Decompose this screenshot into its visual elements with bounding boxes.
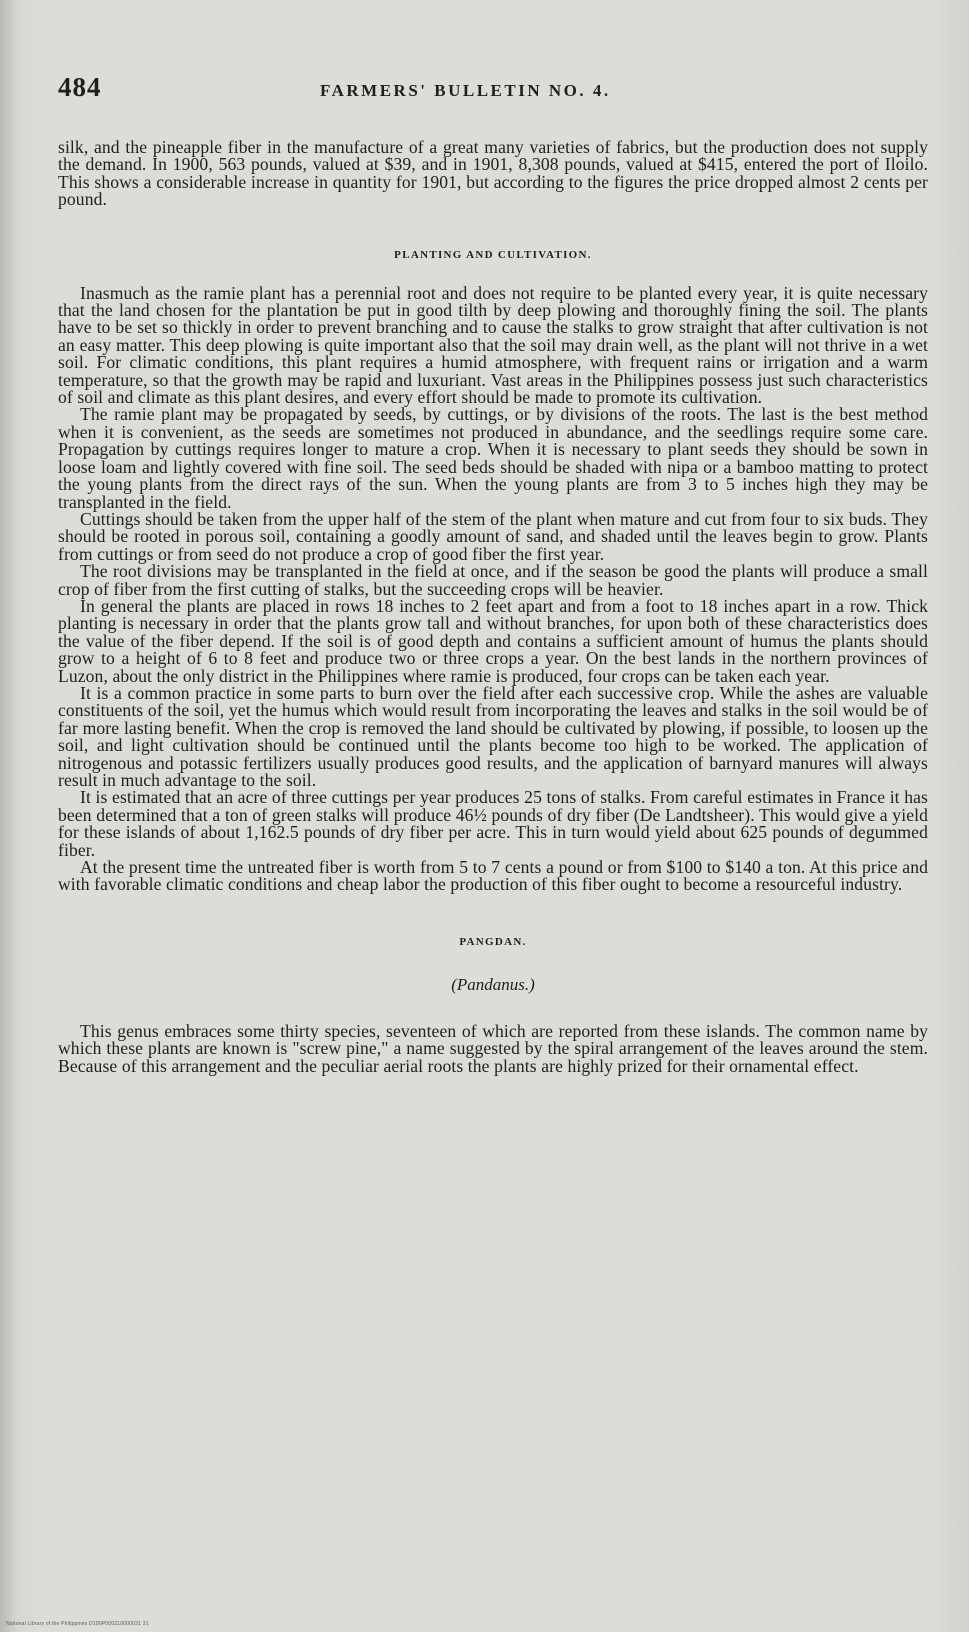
body-paragraph: This genus embraces some thirty species, seventeen of which are reported from these islands. The common name by which these plants are known is "screw pine," a name suggested by the spiral arrangement of the leaves around the stem. Because of this arrangement and the peculiar aerial roots the plants are highly prized for their ornamental effect. [58, 1020, 928, 1076]
body-paragraph: In general the plants are placed in rows 18 inches to 2 feet apart and from a foot to 18 inches apart in a row. Thick planting is necessary in order that the plants grow tall and without branches, for upon both of these characteristics does the value of the fiber depend. If the soil is of good depth and contains a sufficient amount of humus the plants should grow to a height of 6 to 8 feet and produce two or three crops a year. On the best lands in the northern provinces of Luzon, about the only district in the Philippines where ramie is produced, four crops can be taken each year. [58, 595, 928, 686]
spacer [58, 948, 928, 976]
section-heading-planting: PLANTING AND CULTIVATION. [394, 248, 592, 261]
body-paragraph: It is estimated that an acre of three cuttings per year produces 25 tons of stalks. From careful estimates in France it has been determined that a ton of green stalks will produce 46½ pounds of dry fiber (De Landtsheer). This would give a yield for these islands of about 1,162.5 pounds of dry fiber per acre. This in turn would yield about 625 pounds of degummed fiber. [58, 787, 928, 860]
body-paragraph: silk, and the pineapple fiber in the manufacture of a great many varieties of fabrics, but the production does not supply the demand. In 1900, 563 pounds, valued at $39, and in 1901, 8,308 pounds, valued at $415, entered the port of Iloilo. This shows a considerable increase in quantity for 1901, but according to the figures the price dropped almost 2 cents per pound. [58, 137, 928, 210]
spacer [58, 894, 928, 936]
body-paragraph: It is a common practice in some parts to burn over the field after each successive crop. While the ashes are valuable constituents of the soil, yet the humus which would result from incorporating the leaves and stalks in the soil would be of far more lasting benefit. When the crop is removed the land should be cultivated by plowing, if possible, to loosen up the soil, and light cultivation should be continued until the plants become too high to be worked. The application of nitrogenous and potassic fertilizers usually produces good results, and the application of barnyard manures will always result in much advantage to the soil. [58, 682, 928, 790]
body-paragraph: The ramie plant may be propagated by seeds, by cuttings, or by divisions of the roots. The last is the best method when it is convenient, as the seeds are sometimes not produced in abundance, and the seedlings require some care. Propagation by cuttings requires longer to mature a crop. When it is necessary to plant seeds they should be sown in loose loam and lightly covered with fine soil. The seed beds should be shaded with nipa or a bamboo matting to protect the young plants from the direct rays of the sun. When the young plants are from 3 to 5 inches high they may be transplanted in the field. [58, 404, 928, 512]
body-paragraph: Cuttings should be taken from the upper half of the stem of the plant when mature and cut from four to six buds. They should be rooted in porous soil, containing a goodly amount of sand, and shaded until the leaves begin to grow. Plants from cuttings or from seed do not produce a crop of good fiber the first year. [58, 508, 928, 564]
archive-footer: National Library of the Philippines D190P000210000031 31 [6, 1621, 149, 1627]
body-paragraph: At the present time the untreated fiber is worth from 5 to 7 cents a pound or from $100 to $140 a ton. At this price and with favorable climatic conditions and cheap labor the production of this fiber ought to become a resourceful industry. [58, 857, 928, 895]
spacer [58, 209, 928, 249]
scientific-name: (Pandanus.) [451, 974, 535, 994]
spacer [58, 994, 928, 1023]
page-body [58, 139, 928, 1075]
page-number: 484 [58, 72, 102, 102]
body-paragraph: Inasmuch as the ramie plant has a perennial root and does not require to be planted every year, it is quite necessary that the land chosen for the plantation be put in good tilth by deep plowing and thoroughly fining the soil. The plants have to be set so thickly in order to prevent branching and to cause the stalks to grow straight that after cultivation is not an easy matter. This deep plowing is quite important also that the soil may drain well, as the plant will not thrive in a wet soil. For climatic conditions, this plant requires a humid atmosphere, with frequent rains or irrigation and a warm temperature, so that the growth may be rapid and luxuriant. Vast areas in the Philippines possess just such characteristics of soil and climate as this plant desires, and every effort should be made to promote its cultivation. [58, 282, 928, 408]
running-title: FARMERS' BULLETIN NO. 4. [320, 81, 611, 100]
page-header [58, 72, 928, 112]
body-paragraph: The root divisions may be transplanted in the field at once, and if the season be good the plants will produce a small crop of fiber from the first cutting of stalks, but the succeeding crops will be heavier. [58, 561, 928, 599]
section-heading-pangdan: PANGDAN. [459, 935, 527, 948]
spacer [58, 261, 928, 285]
